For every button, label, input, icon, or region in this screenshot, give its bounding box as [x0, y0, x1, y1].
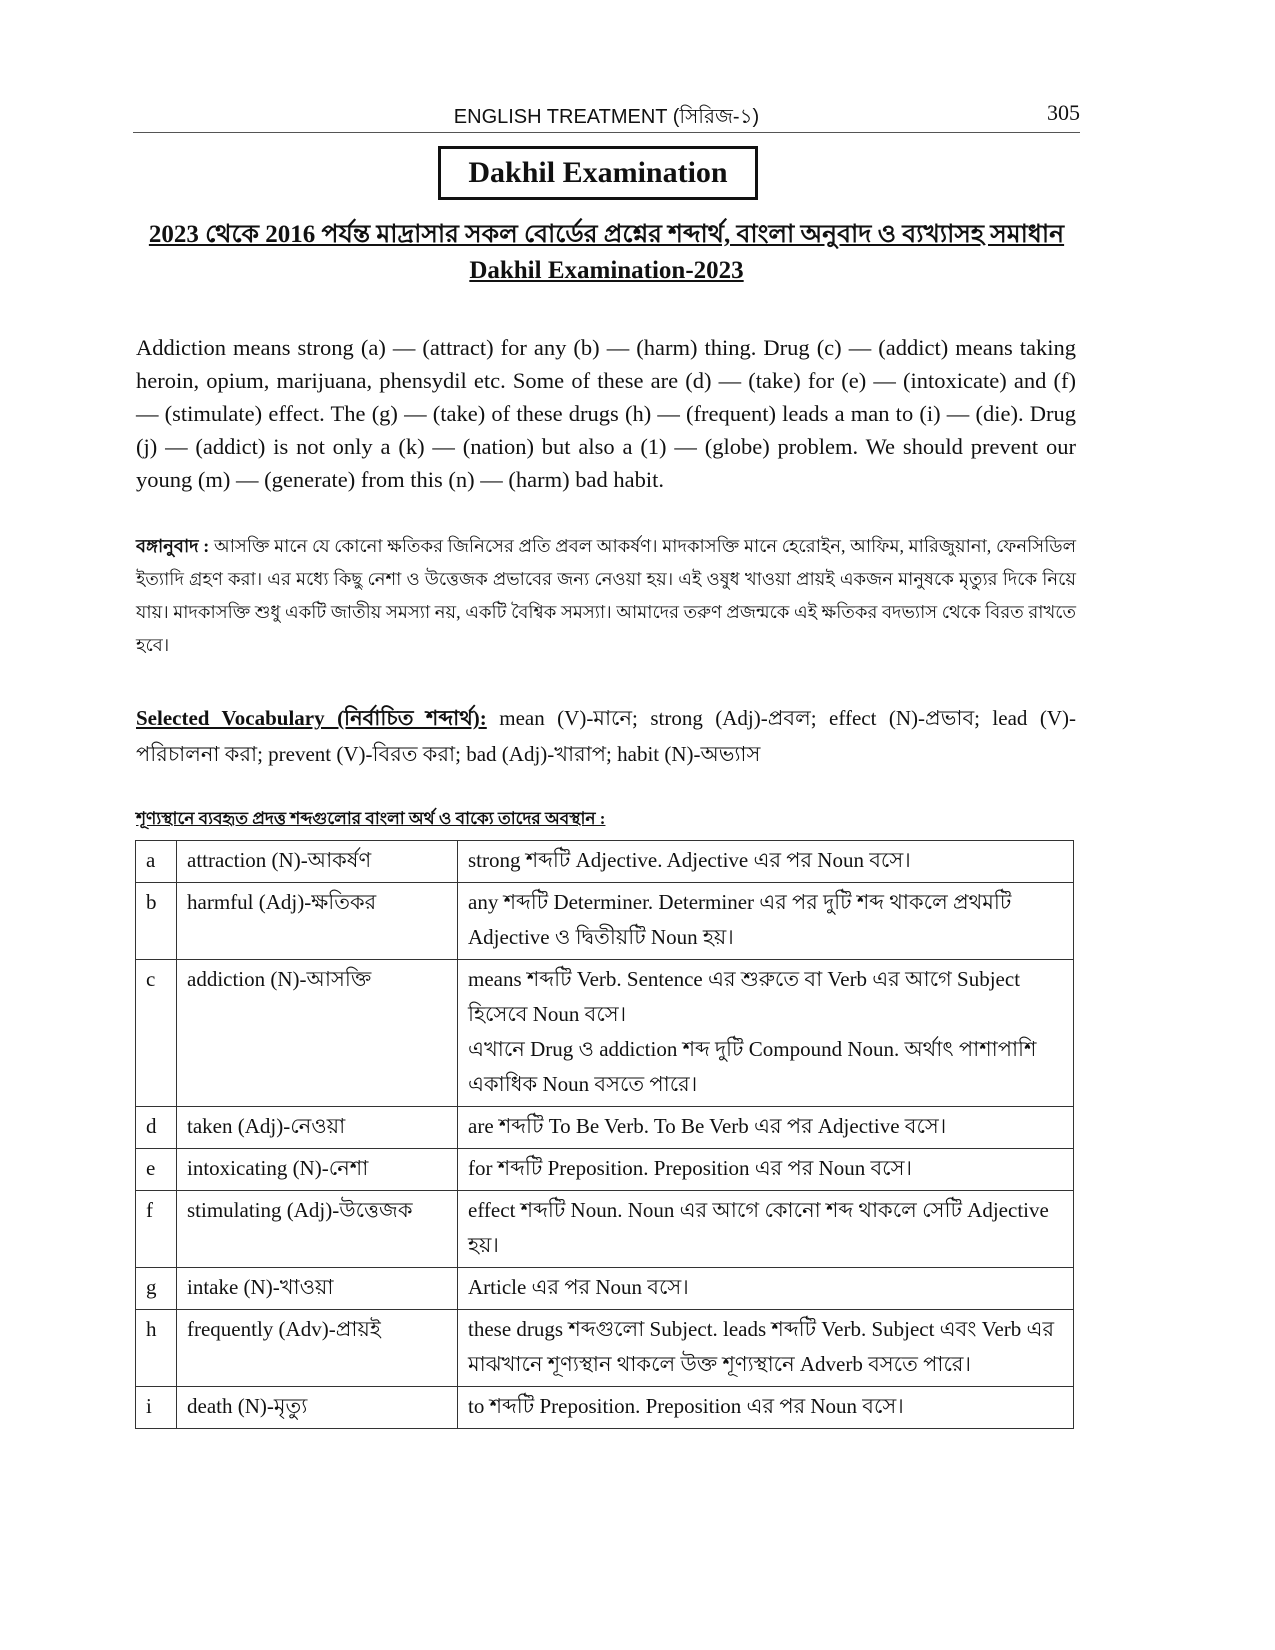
explanation-line: strong শব্দটি Adjective. Adjective এর পর Noun বসে।: [468, 848, 911, 872]
explanation: [458, 1191, 1074, 1268]
answer-word: death (N)-মৃত্যু: [177, 1387, 458, 1429]
translation-label: বঙ্গানুবাদ :: [136, 536, 210, 556]
answer-word: stimulating (Adj)-উত্তেজক: [177, 1191, 458, 1268]
explanation: [458, 1310, 1074, 1387]
table-row: [136, 841, 1074, 883]
boxed-title: Dakhil Examination: [438, 146, 758, 200]
explanation-line: any শব্দটি Determiner. Determiner এর পর দুটি শব্দ থাকলে প্রথমটি Adjective ও দ্বিতীয়টি Noun হয়।: [468, 890, 1012, 949]
explanation-line: এখানে Drug ও addiction শব্দ দুটি Compound Noun. অর্থাৎ পাশাপাশি একাধিক Noun বসতে পারে।: [468, 1037, 1037, 1096]
table-row: [136, 1191, 1074, 1268]
translation-text: আসক্তি মানে যে কোনো ক্ষতিকর জিনিসের প্রতি প্রবল আকর্ষণ। মাদকাসক্তি মানে হেরোইন, আফিম, মারিজুয়ানা, ফেনসিডিল ইত্যাদি গ্রহণ করা। এর মধ্যে কিছু নেশা ও উত্তেজক প্রভাবের জন্য নেওয়া হয়। এই ওষুধ খাওয়া প্রায়ই একজন মানুষকে মৃত্যুর দিকে নিয়ে যায়। মাদকাসক্তি শুধু একটি জাতীয় সমস্যা নয়, একটি বৈশ্বিক সমস্যা। আমাদের তরুণ প্রজন্মকে এই ক্ষতিকর বদভ্যাস থেকে বিরত রাখতে হবে।: [136, 536, 1076, 655]
answer-word: addiction (N)-আসক্তি: [177, 960, 458, 1107]
explanation-line: are শব্দটি To Be Verb. To Be Verb এর পর Adjective বসে।: [468, 1114, 947, 1138]
table-row: [136, 1107, 1074, 1149]
vocabulary-label: Selected Vocabulary (নির্বাচিত শব্দার্থ):: [136, 706, 487, 730]
explanation-line: effect শব্দটি Noun. Noun এর আগে কোনো শব্দ থাকলে সেটি Adjective হয়।: [468, 1198, 1049, 1257]
blank-letter: g: [136, 1268, 177, 1310]
explanation: [458, 960, 1074, 1107]
answer-word: intake (N)-খাওয়া: [177, 1268, 458, 1310]
blank-letter: h: [136, 1310, 177, 1387]
explanation: [458, 1387, 1074, 1429]
table-row: [136, 883, 1074, 960]
explanation-line: Article এর পর Noun বসে।: [468, 1275, 689, 1299]
blank-letter: i: [136, 1387, 177, 1429]
explanation-line: these drugs শব্দগুলো Subject. leads শব্দটি Verb. Subject এবং Verb এর মাঝখানে শূণ্যস্থান থাকলে উক্ত শূণ্যস্থানে Adverb বসতে পারে।: [468, 1317, 1055, 1376]
answer-word: taken (Adj)-নেওয়া: [177, 1107, 458, 1149]
explanation-line: means শব্দটি Verb. Sentence এর শুরুতে বা Verb এর আগে Subject হিসেবে Noun বসে।: [468, 967, 1021, 1026]
table-row: [136, 1387, 1074, 1429]
blank-letter: c: [136, 960, 177, 1107]
explanation-line: for শব্দটি Preposition. Preposition এর পর Noun বসে।: [468, 1156, 912, 1180]
blank-letter: b: [136, 883, 177, 960]
explanation: [458, 1149, 1074, 1191]
table-row: [136, 1268, 1074, 1310]
vocabulary-text: mean (V)-মানে; strong (Adj)-প্রবল; effect (N)-প্রভাব; lead (V)-পরিচালনা করা; prevent (V)-বিরত করা; bad (Adj)-খারাপ; habit (N)-অভ্যাস: [136, 706, 1077, 766]
answer-word: harmful (Adj)-ক্ষতিকর: [177, 883, 458, 960]
table-row: [136, 1149, 1074, 1191]
answer-table: [135, 840, 1074, 1429]
vocabulary: [136, 700, 1076, 772]
blank-letter: a: [136, 841, 177, 883]
table-row: [136, 960, 1074, 1107]
header-title: ENGLISH TREATMENT (সিরিজ-১): [453, 106, 760, 128]
answer-word: frequently (Adv)-প্রায়ই: [177, 1310, 458, 1387]
page-number: 305: [1047, 100, 1080, 125]
passage: Addiction means strong (a) — (attract) for any (b) — (harm) thing. Drug (c) — (addict) means taking heroin, opium, marijuana, phensydil etc. Some of these are (d) — (take) for (e) — (intoxicate) and (f) — (stimulate) effect. The (g) — (take) of these drugs (h) — (frequent) leads a man to (i) — (die). Drug (j) — (addict) is not only a (k) — (nation) but also a (1) — (globe) problem. We should prevent our young (m) — (generate) from this (n) — (harm) bad habit.: [136, 335, 1076, 492]
blank-letter: d: [136, 1107, 177, 1149]
blank-letter: f: [136, 1191, 177, 1268]
explanation-line: to শব্দটি Preposition. Preposition এর পর Noun বসে।: [468, 1394, 904, 1418]
table-row: [136, 1310, 1074, 1387]
running-header: [133, 100, 1080, 133]
section-heading: 2023 থেকে 2016 পর্যন্ত মাদ্রাসার সকল বোর্ডের প্রশ্নের শব্দার্থ, বাংলা অনুবাদ ও ব্যখ্যাসহ সমাধান: [148, 221, 1065, 248]
explanation: [458, 1268, 1074, 1310]
table-title: শূণ্যস্থানে ব্যবহৃত প্রদত্ত শব্দগুলোর বাংলা অর্থ ও বাক্যে তাদের অবস্থান :: [136, 809, 606, 828]
explanation: [458, 841, 1074, 883]
answer-word: attraction (N)-আকর্ষণ: [177, 841, 458, 883]
answer-word: intoxicating (N)-নেশা: [177, 1149, 458, 1191]
explanation: [458, 1107, 1074, 1149]
explanation: [458, 883, 1074, 960]
exam-subheading: Dakhil Examination-2023: [469, 257, 744, 284]
blank-letter: e: [136, 1149, 177, 1191]
translation: [136, 530, 1076, 662]
